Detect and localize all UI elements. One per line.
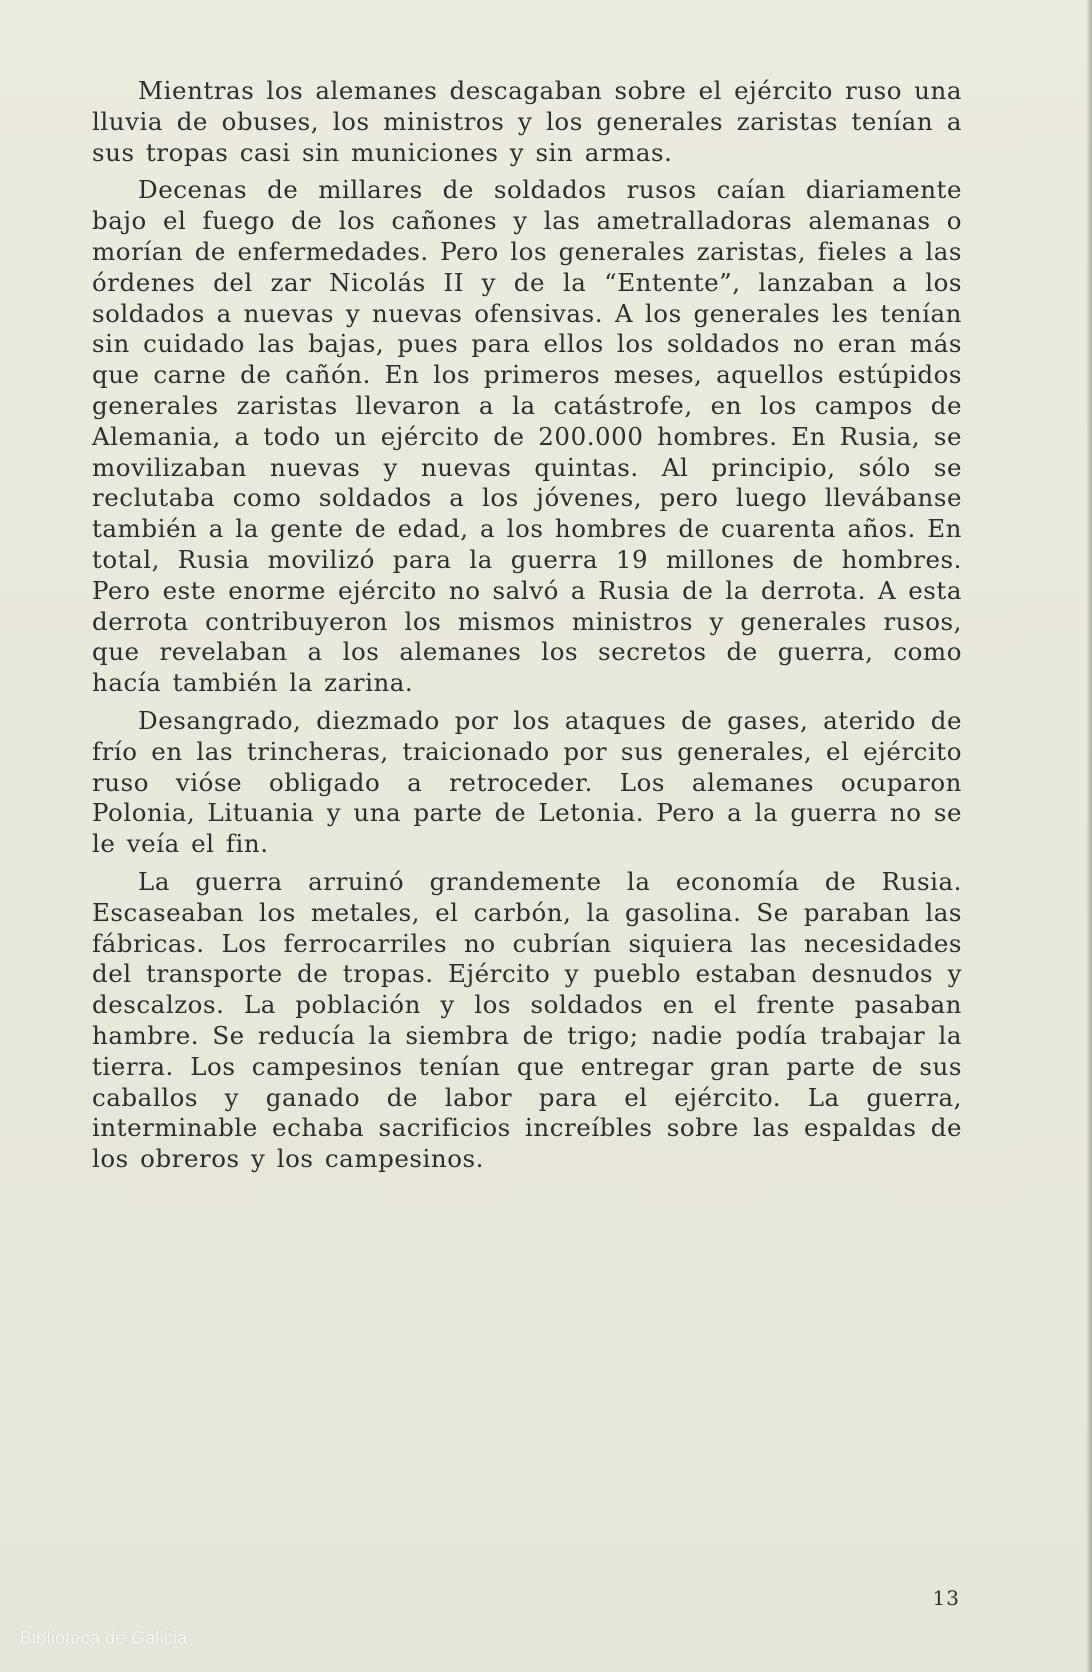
paragraph-3: Desangrado, diezmado por los ataques de gases, aterido de frío en las trincheras, traicionado por sus generales, el ejército ruso vióse obligado a retroceder. Los alemanes ocuparon Polonia, Lituania y una parte de Letonia. Pero a la guerra no se le veía el fin. <box>92 705 962 859</box>
paragraph-4: La guerra arruinó grandemente la economía de Rusia. Escaseaban los metales, el carbón, la gasolina. Se paraban las fábricas. Los ferrocarriles no cubrían siquiera las necesidades del transporte de tropas. Ejército y pueblo estaban desnudos y descalzos. La población y los soldados en el frente pasaban hambre. Se reducía la siembra de trigo; nadie podía trabajar la tierra. Los campesinos tenían que entregar gran parte de sus caballos y ganado de labor para el ejército. La guerra, interminable echaba sacrificios increíbles sobre las espaldas de los obreros y los campesinos. <box>92 866 962 1174</box>
page-number: 13 <box>932 1586 960 1610</box>
library-watermark: Biblioteca de Galicia <box>20 1628 188 1648</box>
paragraph-2: Decenas de millares de soldados rusos caían diariamente bajo el fuego de los cañones y las ametralladoras alemanas o morían de enfermedades. Pero los generales zaristas, fieles a las órdenes del zar Nicolás II y de la “Entente”, lanzaban a los soldados a nuevas y nuevas ofensivas. A los generales les tenían sin cuidado las bajas, pues para ellos los soldados no eran más que carne de cañón. En los primeros meses, aquellos estúpidos generales zaristas llevaron a la catástrofe, en los campos de Alemania, a todo un ejército de 200.000 hombres. En Rusia, se movilizaban nuevas y nuevas quintas. Al principio, sólo se reclutaba como soldados a los jóvenes, pero luego llevábanse también a la gente de edad, a los hombres de cuarenta años. En total, Rusia movilizó para la guerra 19 millones de hombres. Pero este enorme ejército no salvó a Rusia de la derrota. A esta derrota contribuyeron los mismos ministros y generales rusos, que revelaban a los alemanes los secretos de guerra, como hacía también la zarina. <box>92 175 962 698</box>
body-text <box>92 76 962 1182</box>
paragraph-1: Mientras los alemanes descagaban sobre el ejército ruso una lluvia de obuses, los ministros y los generales zaristas tenían a sus tropas casi sin municiones y sin armas. <box>92 76 962 167</box>
page-edge-shadow <box>1086 0 1092 1672</box>
